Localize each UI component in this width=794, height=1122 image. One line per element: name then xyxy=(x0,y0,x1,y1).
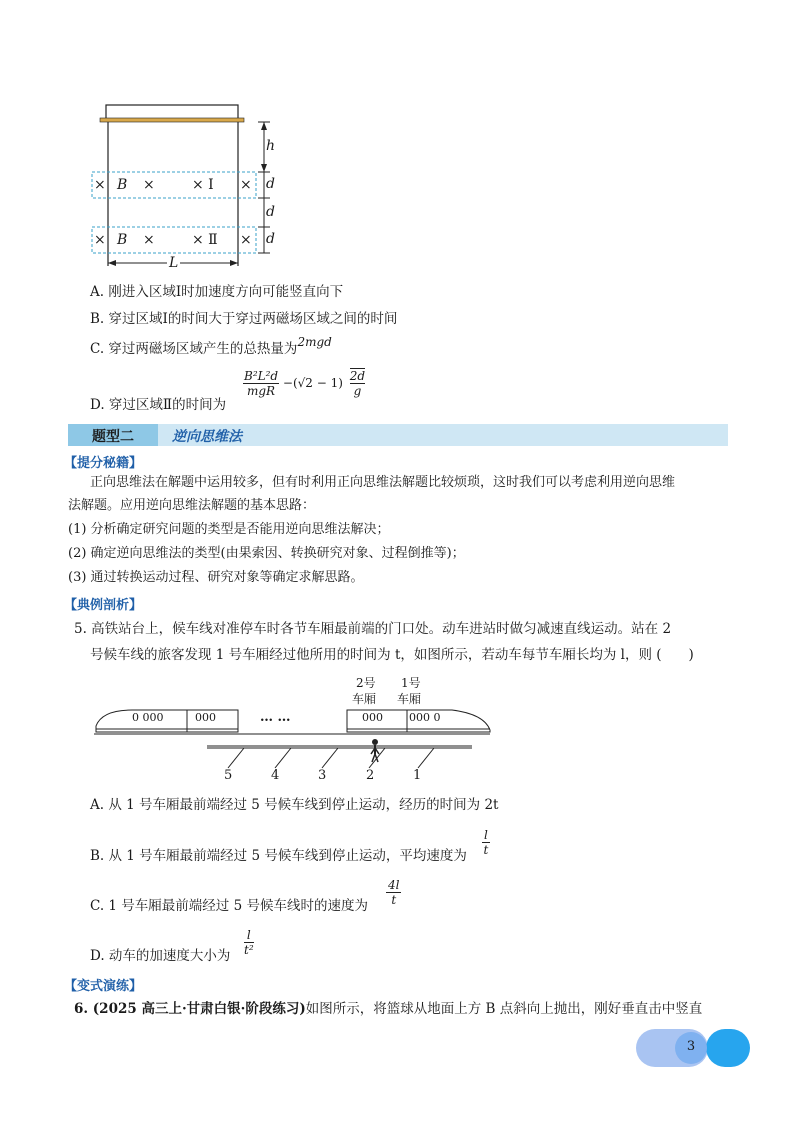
c-den: t xyxy=(391,893,397,907)
q4-option-a: A. 刚进入区域Ⅰ时加速度方向可能竖直向下 xyxy=(90,284,344,300)
tips-para-line1: 正向思维法在解题中运用较多，但有时利用正向思维法解题比较烦琐，这时我们可以考虑利用逆向思维 xyxy=(90,475,676,490)
tips-label: 【提分秘籍】 xyxy=(64,456,143,471)
window-group-1: 0 000 xyxy=(132,711,164,724)
marker-label-3: 3 xyxy=(318,768,327,783)
window-group-2: 000 xyxy=(195,711,216,724)
label-d1: d xyxy=(266,176,275,192)
marker-4 xyxy=(275,748,291,768)
d-den: mgR xyxy=(246,383,276,398)
example-label: 【典例剖析】 xyxy=(64,598,143,613)
tips-item-2: (2) 确定逆向思维法的类型(由果索因、转换研究对象、过程倒推等)； xyxy=(68,546,465,561)
marker-label-2: 2 xyxy=(366,768,375,783)
q5-option-d-fraction xyxy=(244,928,254,957)
region-1-label: × Ⅰ xyxy=(192,177,214,193)
coil-top-rect xyxy=(106,105,238,119)
q5d-den: t² xyxy=(244,943,254,957)
train-figure xyxy=(92,672,492,784)
marker-label-5: 5 xyxy=(224,768,233,783)
marker-5 xyxy=(228,748,244,768)
q4-option-d-text: D. 穿过区域Ⅱ的时间为 xyxy=(90,397,227,413)
d-num: B²L²d xyxy=(244,368,279,383)
tips-item-3: (3) 通过转换运动过程、研究对象等确定求解思路。 xyxy=(68,570,364,585)
window-group-4: 000 0 xyxy=(409,711,441,724)
d-sqrt-num: 2d xyxy=(349,369,366,383)
practice-label: 【变式演练】 xyxy=(64,979,143,994)
d-sqrt-den: g xyxy=(353,384,362,398)
q4-option-d-formula xyxy=(243,368,365,398)
q5-option-b-fraction xyxy=(482,828,490,857)
cross-mark: × xyxy=(143,232,155,248)
q4-option-d xyxy=(90,396,226,414)
cross-mark: × xyxy=(94,177,106,193)
label-h: h xyxy=(266,138,276,154)
q4-option-c-formula: 2mgd xyxy=(297,335,332,349)
label-L: L xyxy=(169,255,179,271)
car1-label-top: 1号 xyxy=(401,676,421,690)
label-d3: d xyxy=(266,231,275,247)
q6-line xyxy=(74,1000,702,1018)
q5-option-c-fraction xyxy=(386,878,401,907)
tips-para-line2: 法解题。应用逆向思维法解题的基本思路： xyxy=(68,498,316,513)
q5-option-c: C. 1 号车厢最前端经过 5 号候车线时的速度为 xyxy=(90,898,368,914)
q5-option-d: D. 动车的加速度大小为 xyxy=(90,948,231,964)
train-gap-dots: … … xyxy=(260,710,291,725)
cross-mark: × xyxy=(240,232,252,248)
section-title: 逆向思维法 xyxy=(172,429,242,445)
tips-item-1: (1) 分析确定研究问题的类型是否能用逆向思维法解决； xyxy=(68,522,390,537)
q4-option-b: B. 穿过区域Ⅰ的时间大于穿过两磁场区域之间的时间 xyxy=(90,311,398,327)
q6-source: 6. (2025 高三上·甘肃白银·阶段练习) xyxy=(74,1001,306,1017)
q5-line2: 号候车线的旅客发现 1 号车厢经过他所用的时间为 t，如图所示，若动车每节车厢长均为 l，则 ( ) xyxy=(90,647,694,663)
c-num: 4l xyxy=(388,878,400,892)
car2-label-top: 2号 xyxy=(356,676,376,690)
window-group-3: 000 xyxy=(362,711,383,724)
q5-option-a: A. 从 1 号车厢最前端经过 5 号候车线到停止运动，经历的时间为 2t xyxy=(90,797,499,813)
b-den: t xyxy=(483,843,489,857)
label-d2: d xyxy=(266,204,275,220)
cross-mark: × xyxy=(143,177,155,193)
label-B2: B xyxy=(117,232,128,248)
marker-label-1: 1 xyxy=(413,768,422,783)
person-head xyxy=(372,739,378,745)
label-B1: B xyxy=(117,177,128,193)
coil-top-bar xyxy=(100,118,244,122)
cross-mark: × xyxy=(94,232,106,248)
q6-text: 如图所示，将篮球从地面上方 B 点斜向上抛出，刚好垂直击中竖直 xyxy=(305,1001,703,1017)
q5-line1: 5. 高铁站台上，候车线对准停车时各节车厢最前端的门口处。动车进站时做匀减速直线运动。站在 2 xyxy=(74,621,672,637)
section-bar xyxy=(68,424,728,446)
page-number: 3 xyxy=(686,1039,696,1054)
q5d-num: l xyxy=(244,928,254,943)
q4-option-c xyxy=(90,335,332,358)
cross-mark: × xyxy=(240,177,252,193)
car2-label-bottom: 车厢 xyxy=(352,692,377,706)
marker-1 xyxy=(418,748,434,768)
b-num: l xyxy=(484,828,488,842)
car1-label-bottom: 车厢 xyxy=(397,692,422,706)
q4-option-c-text: C. 穿过两磁场区域产生的总热量为 xyxy=(90,341,298,357)
marker-3 xyxy=(322,748,338,768)
q5-option-b: B. 从 1 号车厢最前端经过 5 号候车线到停止运动，平均速度为 xyxy=(90,848,467,864)
section-tag: 题型二 xyxy=(92,429,134,445)
page-badge-blue xyxy=(706,1029,750,1067)
marker-label-4: 4 xyxy=(271,768,280,783)
region-2-label: × Ⅱ xyxy=(192,232,218,248)
d-rest: −(√2 − 1) xyxy=(282,376,343,390)
